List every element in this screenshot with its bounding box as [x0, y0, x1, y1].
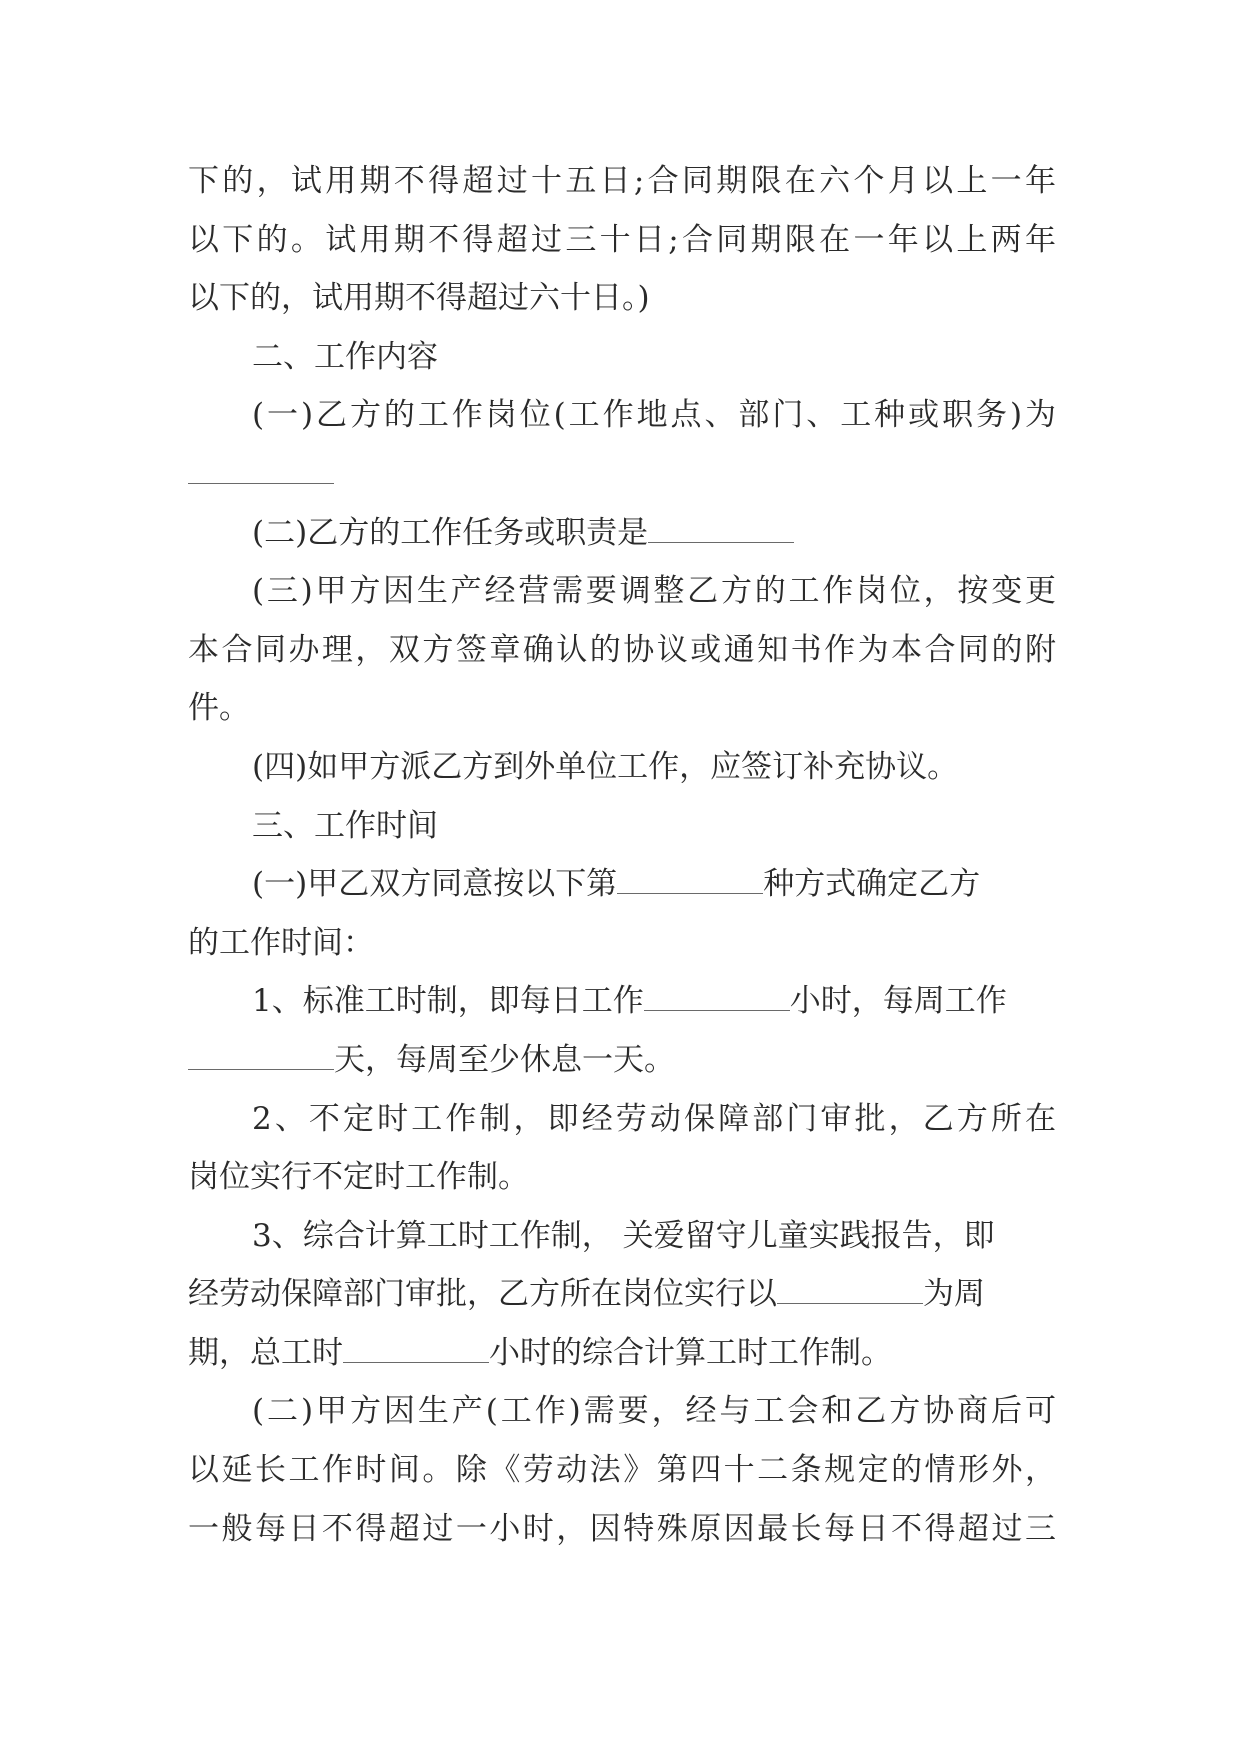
text-line: [188, 1265, 1056, 1324]
text-line: 2、不定时工作制，即经劳动保障部门审批，乙方所在: [252, 1100, 1056, 1137]
document-page: [188, 152, 1056, 1558]
text-line: [188, 445, 1056, 504]
fill-in-blank: [777, 1275, 923, 1304]
text-line: 3、综合计算工时工作制， 关爱留守儿童实践报告，即: [252, 1217, 995, 1254]
text-fragment: 经劳动保障部门审批，乙方所在岗位实行以: [188, 1276, 777, 1313]
fill-in-blank: [188, 455, 334, 484]
text-line: 本合同办理，双方签章确认的协议或通知书作为本合同的附: [188, 631, 1056, 668]
text-line: 一般每日不得超过一小时，因特殊原因最长每日不得超过三: [188, 1510, 1056, 1547]
text-fragment: 1、标准工时制，即每日工作: [252, 983, 644, 1020]
text-line: (一)乙方的工作岗位(工作地点、部门、工种或职务)为: [252, 397, 1056, 434]
text-line: 以下的。试用期不得超过三十日;合同期限在一年以上两年: [188, 221, 1056, 258]
text-fragment: 种方式确定乙方: [763, 866, 981, 903]
section-heading: 二、工作内容: [252, 338, 438, 375]
text-fragment: 小时的综合计算工时工作制。: [489, 1334, 892, 1371]
fill-in-blank: [617, 865, 763, 894]
text-line: 的工作时间：: [188, 924, 374, 961]
section-heading: 三、工作时间: [252, 807, 438, 844]
fill-in-blank: [644, 982, 790, 1011]
text-line: 以下的，试用期不得超过六十日。): [188, 280, 650, 317]
text-line: 下的，试用期不得超过十五日;合同期限在六个月以上一年: [188, 163, 1056, 199]
text-fragment: 为周: [923, 1276, 985, 1313]
text-line: [188, 1324, 1056, 1383]
text-fragment: (二)乙方的工作任务或职责是: [252, 514, 649, 551]
text-fragment: 期，总工时: [188, 1334, 343, 1371]
text-line: [188, 972, 1056, 1031]
text-fragment: 小时，每周工作: [789, 983, 1007, 1020]
text-fragment: (一)甲乙双方同意按以下第: [252, 866, 618, 903]
text-line: (四)如甲方派乙方到外单位工作，应签订补充协议。: [252, 748, 959, 785]
text-line: [188, 1031, 1056, 1090]
fill-in-blank: [188, 1041, 334, 1070]
text-fragment: 天，每周至少休息一天。: [334, 1041, 675, 1078]
text-line: 以延长工作时间。除《劳动法》第四十二条规定的情形外，: [188, 1452, 1056, 1489]
text-line: 件。: [188, 690, 250, 727]
text-line: [188, 504, 1056, 563]
text-line: [188, 855, 1056, 914]
text-line: 岗位实行不定时工作制。: [188, 1159, 529, 1196]
fill-in-blank: [648, 514, 794, 543]
fill-in-blank: [343, 1334, 489, 1363]
text-line: (二)甲方因生产(工作)需要，经与工会和乙方协商后可: [252, 1393, 1056, 1430]
text-line: (三)甲方因生产经营需要调整乙方的工作岗位，按变更: [252, 573, 1056, 610]
